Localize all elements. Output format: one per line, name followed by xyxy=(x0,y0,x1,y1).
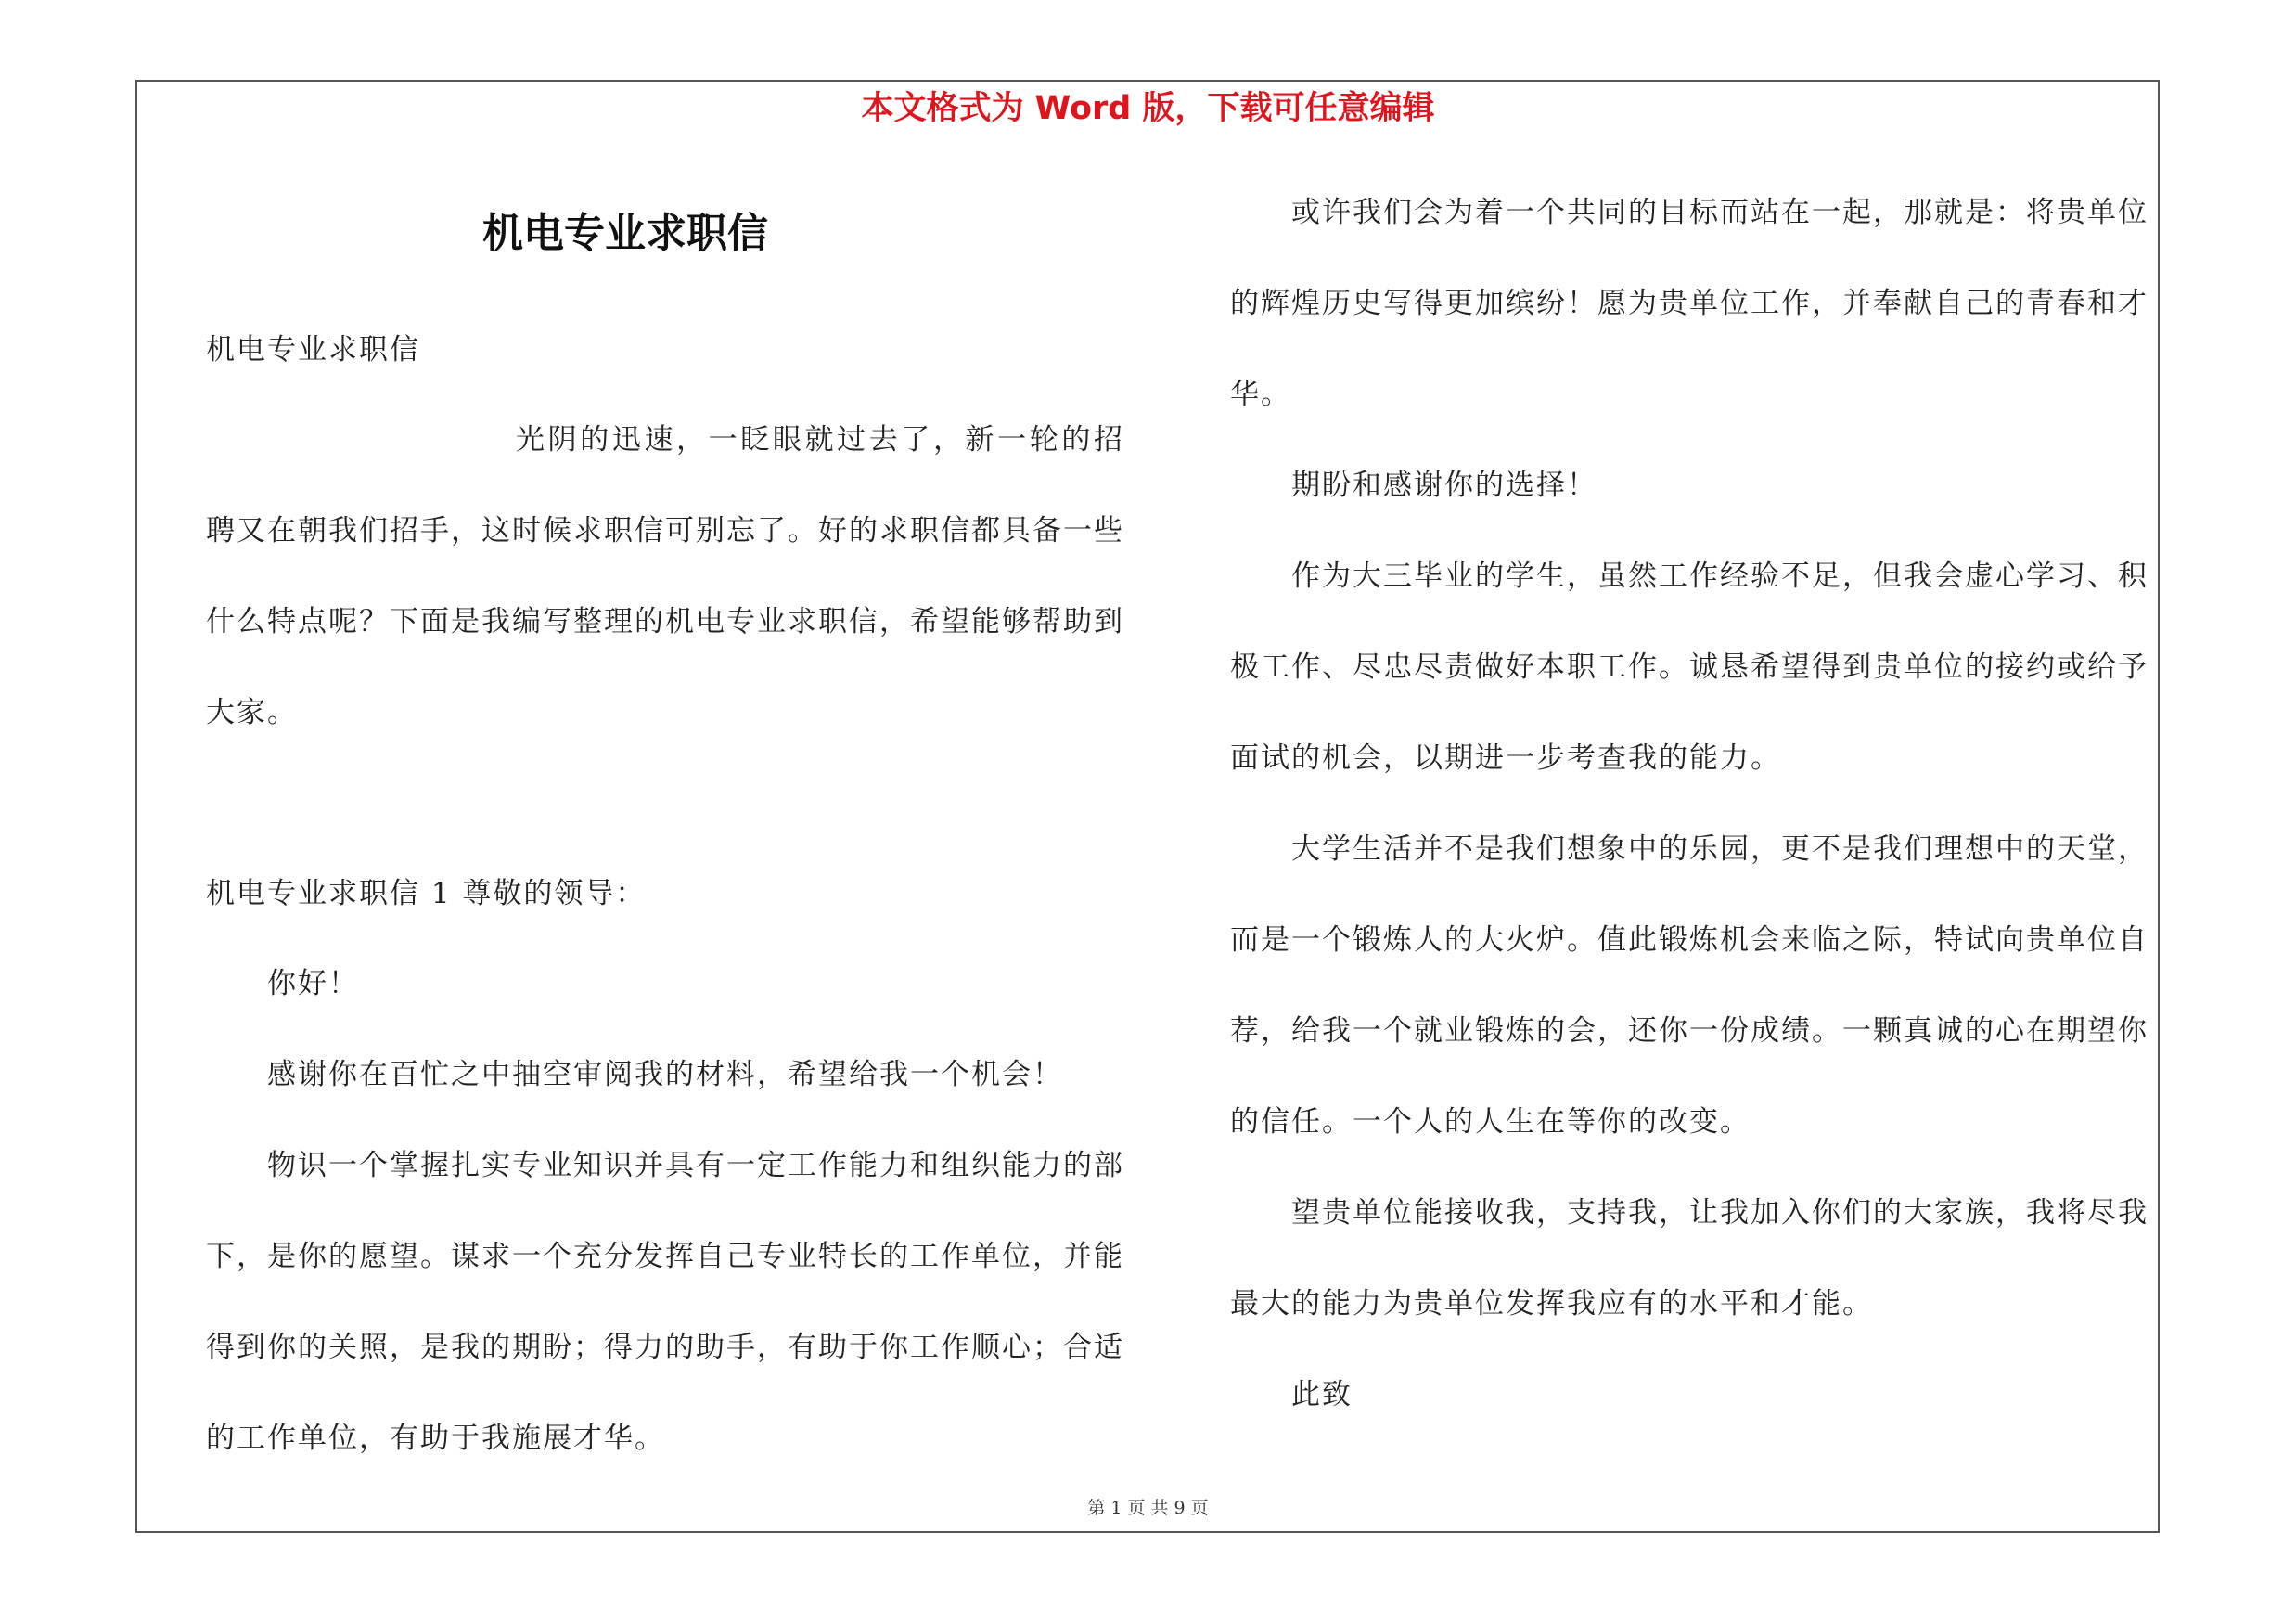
right-para-accept: 望贵单位能接收我，支持我，让我加入你们的大家族，我将尽我最大的能力为贵单位发挥我应有的水平和才能。 xyxy=(1230,1196,2148,1320)
right-para-college: 大学生活并不是我们想象中的乐园，更不是我们理想中的天堂，而是一个锻炼人的大火炉。值此锻炼机会来临之际，特试向贵单位自荐，给我一个就业锻炼的会，还你一份成绩。一颗真诚的心在期望你的信任。一个人的人生在等你的改变。 xyxy=(1230,832,2148,1139)
page-number-footer: 第 1 页 共 9 页 xyxy=(1087,1498,1209,1518)
left-para-greeting: 你好！ xyxy=(267,967,359,1000)
right-para-hope: 期盼和感谢你的选择！ xyxy=(1291,469,1597,502)
left-para-thanks: 感谢你在百忙之中抽空审阅我的材料，希望给我一个机会！ xyxy=(267,1058,1063,1091)
left-para-body: 物识一个掌握扎实专业知识并具有一定工作能力和组织能力的部下，是你的愿望。谋求一个充分发挥自己专业特长的工作单位，并能得到你的关照，是我的期盼；得力的助手，有助于你工作顺心；合适的工作单位，有助于我施展才华。 xyxy=(206,1149,1124,1455)
right-para-goal: 或许我们会为着一个共同的目标而站在一起，那就是：将贵单位的辉煌历史写得更加缤纷！愿为贵单位工作，并奉献自己的青春和才华。 xyxy=(1230,196,2148,411)
document-title: 机电专业求职信 xyxy=(482,210,768,257)
left-para-heading: 机电专业求职信 xyxy=(206,333,420,367)
right-para-student: 作为大三毕业的学生，虽然工作经验不足，但我会虚心学习、积极工作、尽忠尽责做好本职工作。诚恳希望得到贵单位的接约或给予面试的机会，以期进一步考查我的能力。 xyxy=(1230,560,2148,775)
left-para-intro: 光阴的迅速，一眨眼就过去了，新一轮的招聘又在朝我们招手，这时候求职信可别忘了。好的求职信都具备一些什么特点呢？下面是我编写整理的机电专业求职信，希望能够帮助到大家。 xyxy=(206,423,1124,729)
left-para-salutation: 机电专业求职信 1 尊敬的领导： xyxy=(206,877,647,910)
right-para-closing: 此致 xyxy=(1291,1378,1353,1411)
format-banner: 本文格式为 Word 版，下载可任意编辑 xyxy=(861,90,1435,127)
